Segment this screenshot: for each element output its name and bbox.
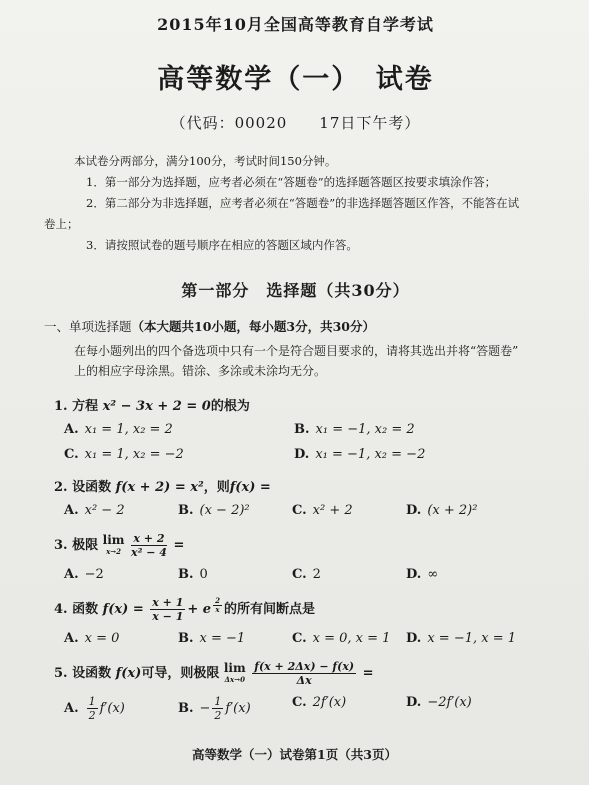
stem-math: f(x) = [102,602,144,617]
question-number: 2. [54,480,68,495]
section-desc-line: 在每小题列出的四个备选项中只有一个是符合题目要求的，请将其选出并将“答题卷” [74,344,519,358]
question-2 [44,476,547,518]
stem-text: = [362,666,374,681]
question-stem [44,395,547,414]
stem-text: 方程 [72,399,99,414]
exam-header: 2015年10月全国高等教育自学考试 [157,15,434,34]
options [44,631,547,646]
question-stem [44,596,547,623]
stem-math: + e [187,602,212,617]
section-desc-line: 上的相应字母涂黑。错涂、多涂或未涂均无分。 [74,364,327,378]
note-line: 1．第一部分为选择题，应考者必须在“答题卷”的选择题答题区按要求填涂作答； [86,175,497,189]
section-heading-prefix: 一、单项选择题 [44,319,132,334]
section-description [44,341,547,381]
stem-text: 可导，则极限 [141,666,220,681]
page-footer: 高等数学（一）试卷第1页（共3页） [192,747,397,762]
option-b[interactable]: B. x₁ = −1, x₂ = 2 [294,422,415,437]
stem-text: = [173,538,185,553]
options [44,567,547,582]
limit-operator: lim Δx→0 [223,660,246,684]
section-heading [44,317,547,335]
option-d[interactable]: D. x₁ = −1, x₂ = −2 [294,447,426,462]
section-heading-detail: （本大题共10小题，每小题3分，共30分） [131,319,376,334]
option-d[interactable]: D. (x + 2)² [406,503,478,518]
options [44,695,547,722]
stem-math: f(x) = [229,480,271,495]
stem-text: 的根为 [210,399,250,414]
option-c[interactable]: C. 2f′(x) [292,695,347,710]
part-title: 第一部分 选择题（共30分） [181,281,410,300]
option-c[interactable]: C. x² + 2 [292,503,353,518]
stem-text: 函数 [72,602,99,617]
option-d[interactable]: D. x = −1, x = 1 [406,631,517,646]
note-line: 2．第二部分为非选择题，应考者必须在“答题卷”的非选择题答题区作答，不能答在试 [86,196,520,210]
option-b[interactable]: B. − $\frac{1}{2}$ f′(x) [178,695,251,722]
stem-text: ，则 [203,480,230,495]
question-number: 5. [54,666,68,681]
option-b[interactable]: B. (x − 2)² [178,503,250,518]
note-line: 卷上； [44,217,79,231]
exam-title: 高等数学（一） 试卷 [157,64,434,95]
option-c[interactable]: C. x = 0, x = 1 [292,631,391,646]
exam-code: （代码：00020 17日下午考） [170,114,421,132]
question-1 [44,395,547,462]
question-stem [44,660,547,687]
option-b[interactable]: B. 0 [178,567,208,582]
question-3 [44,532,547,582]
question-number: 4. [54,602,68,617]
option-b[interactable]: B. x = −1 [178,631,246,646]
fraction: $\frac{x + 1}{x - 1}$ [152,596,184,623]
question-stem [44,532,547,559]
exam-notes [44,151,547,256]
note-line: 本试卷分两部分，满分100分，考试时间150分钟。 [74,154,337,168]
option-a[interactable]: A. x = 0 [64,631,120,646]
option-a[interactable]: A. x₁ = 1, x₂ = 2 [64,422,173,437]
stem-math: f(x) [115,666,142,681]
question-number: 3. [54,538,68,553]
question-number: 1. [54,399,68,414]
question-stem [44,476,547,495]
stem-text: 设函数 [72,666,112,681]
fraction: $\frac{f(x + 2\Delta x) - f(x)}{\Delta x}$ [254,660,355,687]
question-5 [44,660,547,722]
fraction: $\frac{x + 2}{\text{x² − 4}}$ [131,532,167,559]
stem-text: 的所有间断点是 [223,602,315,617]
options [44,503,547,518]
option-c[interactable]: C. 2 [292,567,321,582]
options [44,422,547,462]
option-a[interactable]: A. x² − 2 [64,503,125,518]
option-d[interactable]: D. −2f′(x) [406,695,472,710]
stem-text: 极限 [72,538,99,553]
stem-math: x² − 3x + 2 = 0 [102,399,211,414]
option-d[interactable]: D. ∞ [406,567,439,582]
option-a[interactable]: A. $\frac{1}{2}$ f′(x) [64,695,125,722]
option-a[interactable]: A. −2 [64,567,104,582]
limit-operator: lim x→2 [102,532,125,556]
stem-math: f(x + 2) = x² [115,480,204,495]
note-line: 3．请按照试卷的题号顺序在相应的答题区域内作答。 [86,238,358,252]
stem-text: 设函数 [72,480,112,495]
question-4 [44,596,547,646]
option-c[interactable]: C. x₁ = 1, x₂ = −2 [64,447,184,462]
exponent-fraction: 2 x [215,596,220,615]
